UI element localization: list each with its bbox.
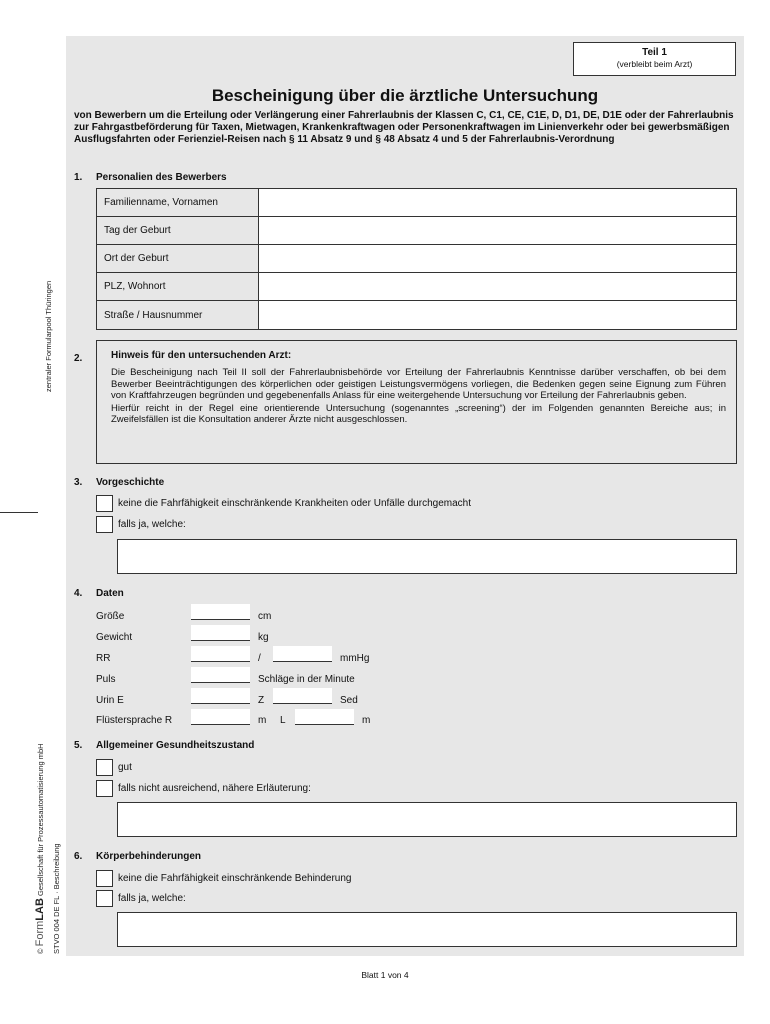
hinweis-title: Hinweis für den untersuchenden Arzt: bbox=[111, 350, 292, 361]
behinderung-keine-label: keine die Fahrfähigkeit einschränkende Behinderung bbox=[118, 873, 352, 884]
gesundheit-nicht-label: falls nicht ausreichend, nähere Erläuterung: bbox=[118, 783, 311, 794]
wohnort-field[interactable] bbox=[259, 273, 736, 300]
geburtsort-field[interactable] bbox=[259, 245, 736, 272]
mmhg-unit: mmHg bbox=[340, 653, 370, 664]
form-code-text: STVO 004 DE FL · Beschreibung bbox=[52, 843, 61, 954]
hinweis-paragraph-1: Die Bescheinigung nach Teil II soll der Fahrerlaubnisbehörde vor Erteilung der Fahrerlaubnis Kenntnisse darüber verschaffen, ob bei dem Bewerber Beeinträchtigungen des körperlichen oder geistigen Leistungsvermögens vorliegen, die Bedenken gegen seine Eignung zum Führen von Kraftfahrzeugen begründen und gegebenenfalls Anlass für eine weitergehende Untersuchung vor Erteilung der Fahrerlaubnis geben. bbox=[111, 367, 726, 401]
vorgeschichte-details-field[interactable] bbox=[117, 539, 737, 574]
formlab-copyright bbox=[34, 743, 46, 954]
teil-title: Teil 1 bbox=[642, 47, 667, 58]
gesundheit-gut-option bbox=[96, 759, 132, 776]
brand-form-text: Form bbox=[34, 920, 46, 947]
page-number: Blatt 1 von 4 bbox=[361, 970, 409, 980]
table-row bbox=[97, 273, 736, 301]
section-4-number: 4. bbox=[74, 588, 83, 599]
m-unit-r: m bbox=[258, 715, 267, 726]
fluestersprache-l-label: L bbox=[280, 715, 286, 726]
geburtsort-label: Ort der Geburt bbox=[97, 245, 259, 272]
section-6-title: Körperbehinderungen bbox=[96, 851, 202, 862]
side-divider bbox=[0, 512, 38, 513]
page-title: Bescheinigung über die ärztliche Untersuchung bbox=[211, 86, 599, 105]
rr-systolic-field[interactable] bbox=[191, 646, 250, 662]
section-1-title: Personalien des Bewerbers bbox=[96, 172, 227, 183]
rr-label: RR bbox=[96, 653, 111, 664]
table-row bbox=[97, 217, 736, 245]
urin-e-field[interactable] bbox=[191, 688, 250, 704]
table-row bbox=[97, 189, 736, 217]
hinweis-box bbox=[96, 340, 737, 464]
strasse-label: Straße / Hausnummer bbox=[97, 301, 259, 329]
section-5-number: 5. bbox=[74, 740, 83, 751]
rr-diastolic-field[interactable] bbox=[273, 646, 332, 662]
puls-field[interactable] bbox=[191, 667, 250, 683]
puls-label: Puls bbox=[96, 674, 116, 685]
gesundheit-nicht-checkbox[interactable] bbox=[96, 780, 113, 797]
fluestersprache-r-field[interactable] bbox=[191, 709, 250, 725]
section-2-number: 2. bbox=[74, 353, 83, 364]
behinderung-ja-option bbox=[96, 890, 186, 907]
vorgeschichte-keine-option bbox=[96, 495, 471, 512]
behinderung-keine-option bbox=[96, 870, 352, 887]
section-3-number: 3. bbox=[74, 477, 83, 488]
table-row bbox=[97, 245, 736, 273]
familienname-field[interactable] bbox=[259, 189, 736, 216]
strasse-field[interactable] bbox=[259, 301, 736, 329]
schlaege-unit: Schläge in der Minute bbox=[258, 674, 355, 685]
behinderung-ja-checkbox[interactable] bbox=[96, 890, 113, 907]
kg-unit: kg bbox=[258, 632, 269, 643]
hinweis-paragraph-2: Hierfür reicht in der Regel eine orientierende Untersuchung (sogenanntes „screening“) der im Folgenden genannten Bereiche aus; in Zweifelsfällen ist die Konsultation anderer Ärzte nicht ausgeschlossen. bbox=[111, 402, 726, 425]
urin-z-label: Z bbox=[258, 695, 265, 706]
m-unit-l: m bbox=[362, 715, 371, 726]
vorgeschichte-keine-label: keine die Fahrfähigkeit einschränkende Krankheiten oder Unfälle durchgemacht bbox=[118, 498, 471, 509]
copyright-symbol: © bbox=[36, 946, 45, 954]
teil-box bbox=[573, 42, 736, 76]
urin-label: Urin E bbox=[96, 695, 124, 706]
sed-label: Sed bbox=[340, 695, 358, 706]
gesundheit-nicht-option bbox=[96, 780, 311, 797]
section-3-title: Vorgeschichte bbox=[96, 477, 165, 488]
teil-subtitle: (verbleibt beim Arzt) bbox=[616, 59, 693, 69]
intro-text: von Bewerbern um die Erteilung oder Verlängerung einer Fahrerlaubnis der Klassen C, C1, CE, C1E, D, D1, DE, D1E oder der Fahrerlaubnis zur Fahrgastbeförderung für Taxen, Mietwagen, Krankenkraftwagen oder Personenkraftwagen im Linienverkehr oder bei gewerbsmäßigen Ausflugsfahrten oder Ferienziel-Reisen nach § 11 Absatz 9 und § 48 Absatz 4 und 5 der Fahrerlaubnis-Verordnung bbox=[74, 110, 734, 145]
rr-slash: / bbox=[258, 653, 261, 664]
fluestersprache-l-field[interactable] bbox=[295, 709, 354, 725]
gesundheit-gut-label: gut bbox=[118, 762, 132, 773]
vorgeschichte-ja-option bbox=[96, 516, 186, 533]
groesse-label: Größe bbox=[96, 611, 125, 622]
behinderung-keine-checkbox[interactable] bbox=[96, 870, 113, 887]
formularpool-text: zentraler Formularpool Thüringen bbox=[44, 280, 53, 392]
section-4-title: Daten bbox=[96, 588, 124, 599]
table-row bbox=[97, 301, 736, 329]
fluestersprache-label: Flüstersprache R bbox=[96, 715, 173, 726]
gesundheit-gut-checkbox[interactable] bbox=[96, 759, 113, 776]
urin-z-field[interactable] bbox=[273, 688, 332, 704]
groesse-field[interactable] bbox=[191, 604, 250, 620]
section-5-title: Allgemeiner Gesundheitszustand bbox=[96, 740, 255, 751]
familienname-label: Familienname, Vornamen bbox=[97, 189, 259, 216]
cm-unit: cm bbox=[258, 611, 272, 622]
brand-lab-text: LAB bbox=[34, 898, 46, 921]
company-text: Gesellschaft für Prozessautomatisierung mbH bbox=[36, 743, 45, 899]
gesundheit-details-field[interactable] bbox=[117, 802, 737, 837]
vorgeschichte-keine-checkbox[interactable] bbox=[96, 495, 113, 512]
behinderung-ja-label: falls ja, welche: bbox=[118, 893, 186, 904]
section-6-number: 6. bbox=[74, 851, 83, 862]
gewicht-field[interactable] bbox=[191, 625, 250, 641]
geburtstag-label: Tag der Geburt bbox=[97, 217, 259, 244]
vorgeschichte-ja-checkbox[interactable] bbox=[96, 516, 113, 533]
personalien-table bbox=[96, 188, 737, 330]
vorgeschichte-ja-label: falls ja, welche: bbox=[118, 519, 186, 530]
geburtstag-field[interactable] bbox=[259, 217, 736, 244]
wohnort-label: PLZ, Wohnort bbox=[97, 273, 259, 300]
section-1-number: 1. bbox=[74, 172, 83, 183]
behinderung-details-field[interactable] bbox=[117, 912, 737, 947]
gewicht-label: Gewicht bbox=[96, 632, 133, 643]
